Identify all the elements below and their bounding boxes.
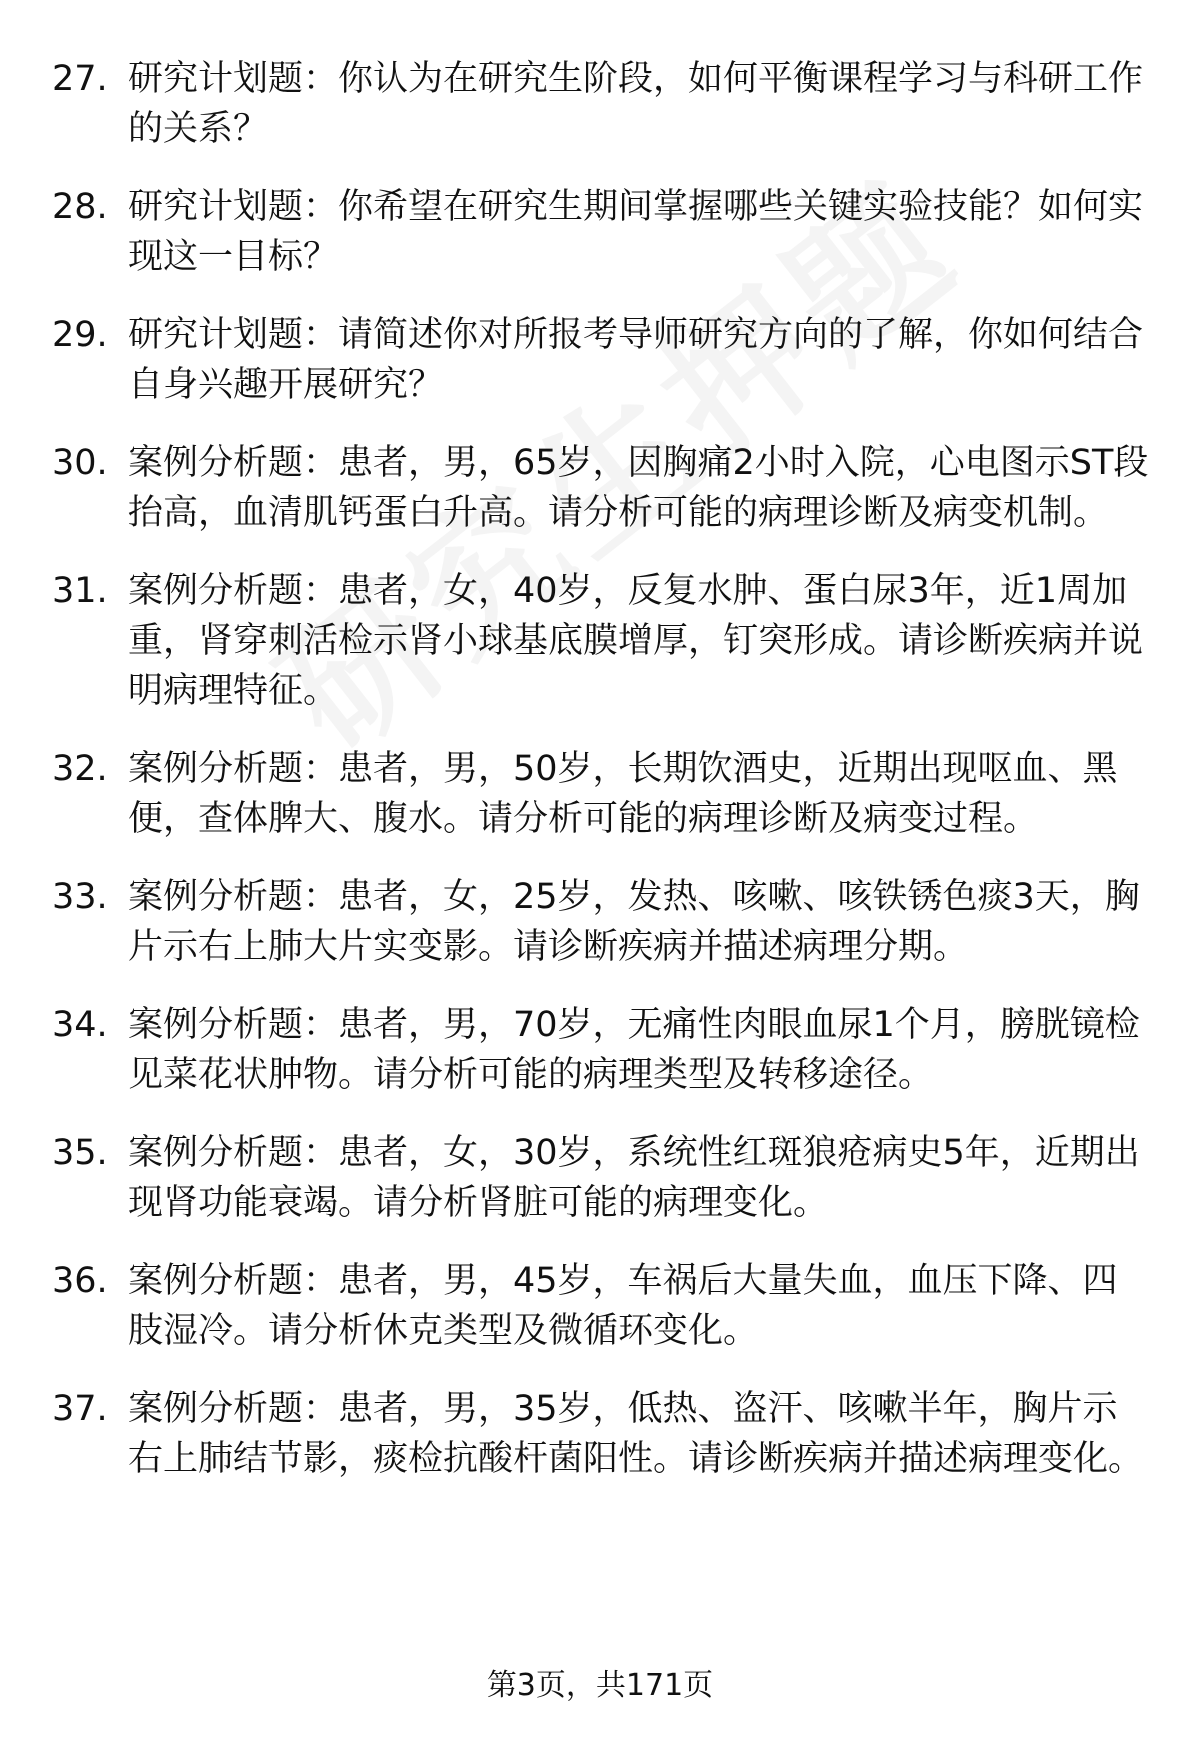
page-footer: 第3页，共171页 <box>486 1668 714 1703</box>
question-number: 30. <box>52 443 108 483</box>
question-item <box>0 1000 1200 1100</box>
question-text: 案例分析题：患者，男，35岁，低热、盗汗、咳嗽半年，胸片示右上肺结节影，痰检抗酸杆菌阳性。请诊断疾病并描述病理变化。 <box>128 1389 1144 1479</box>
question-item <box>0 54 1200 154</box>
question-text: 案例分析题：患者，男，50岁，长期饮酒史，近期出现呕血、黑便，查体脾大、腹水。请分析可能的病理诊断及病变过程。 <box>128 749 1118 839</box>
question-item <box>0 182 1200 282</box>
question-text: 案例分析题：患者，女，30岁，系统性红斑狼疮病史5年，近期出现肾功能衰竭。请分析肾脏可能的病理变化。 <box>128 1133 1140 1223</box>
question-number: 27. <box>52 59 108 99</box>
question-text: 研究计划题：你认为在研究生阶段，如何平衡课程学习与科研工作的关系？ <box>128 59 1144 149</box>
question-number: 36. <box>52 1261 108 1301</box>
question-number: 28. <box>52 187 108 227</box>
question-item <box>0 438 1200 538</box>
question-text: 案例分析题：患者，男，70岁，无痛性肉眼血尿1个月，膀胱镜检见菜花状肿物。请分析可能的病理类型及转移途径。 <box>128 1005 1140 1095</box>
question-text: 案例分析题：患者，男，65岁，因胸痛2小时入院，心电图示ST段抬高，血清肌钙蛋白升高。请分析可能的病理诊断及病变机制。 <box>128 443 1149 533</box>
question-number: 34. <box>52 1005 108 1045</box>
question-item <box>0 310 1200 410</box>
question-number: 37. <box>52 1389 108 1429</box>
question-list <box>0 54 1200 1512</box>
question-text: 案例分析题：患者，男，45岁，车祸后大量失血，血压下降、四肢湿冷。请分析休克类型及微循环变化。 <box>128 1261 1118 1351</box>
question-number: 35. <box>52 1133 108 1173</box>
question-item <box>0 566 1200 716</box>
question-number: 29. <box>52 315 108 355</box>
question-item <box>0 872 1200 972</box>
question-item <box>0 1384 1200 1484</box>
question-number: 32. <box>52 749 108 789</box>
question-item <box>0 1256 1200 1356</box>
question-text: 研究计划题：你希望在研究生期间掌握哪些关键实验技能？如何实现这一目标？ <box>128 187 1144 277</box>
question-number: 33. <box>52 877 108 917</box>
question-number: 31. <box>52 571 108 611</box>
question-text: 研究计划题：请简述你对所报考导师研究方向的了解，你如何结合自身兴趣开展研究？ <box>128 315 1144 405</box>
question-text: 案例分析题：患者，女，25岁，发热、咳嗽、咳铁锈色痰3天，胸片示右上肺大片实变影。请诊断疾病并描述病理分期。 <box>128 877 1140 967</box>
question-item <box>0 744 1200 844</box>
question-text: 案例分析题：患者，女，40岁，反复水肿、蛋白尿3年，近1周加重，肾穿刺活检示肾小球基底膜增厚，钉突形成。请诊断疾病并说明病理特征。 <box>128 571 1144 711</box>
question-item <box>0 1128 1200 1228</box>
